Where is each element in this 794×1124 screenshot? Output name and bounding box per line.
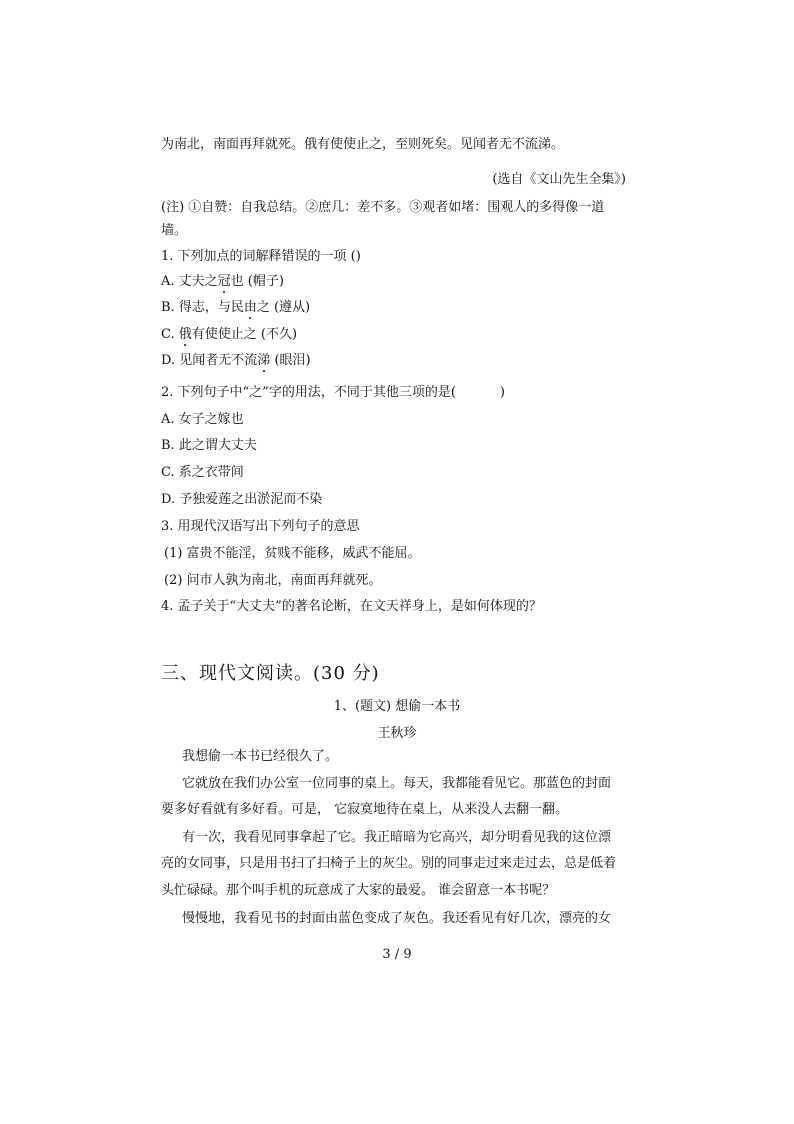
q2-option-d: D. 予独爱莲之出淤泥而不染	[161, 492, 323, 507]
option-prefix: A. 丈夫之	[161, 274, 218, 289]
paragraph-1: 我想偷一本书已经很久了。	[182, 749, 339, 764]
paragraph-3-line-1: 有一次，我看见同事拿起了它。我正暗暗为它高兴，却分明看见我的这位漂	[182, 830, 612, 845]
paragraph-4-line-1: 慢慢地，我看见书的封面由蓝色变成了灰色。我还看见有好几次，漂亮的女	[182, 911, 612, 926]
q1-stem: 1. 下列加点的词解释错误的一项 ()	[161, 249, 361, 264]
option-prefix: B. 得志，与民	[161, 300, 244, 315]
q3-stem: 3. 用现代汉语写出下列句子的意思	[161, 519, 360, 534]
paragraph-2-line-1: 它就放在我们办公室一位同事的桌上。每天，我都能看见它。那蓝色的封面	[182, 776, 612, 791]
dotted-word: 冠	[217, 274, 231, 289]
option-suffix: 有使使止之 (不久)	[191, 327, 298, 342]
option-suffix: 也 (帽子)	[230, 274, 284, 289]
dotted-word: 俄	[178, 327, 192, 342]
q3-sentence-2: (2) 问市人孰为南北，南面再拜就死。	[164, 573, 382, 588]
q2-option-b: B. 此之谓大丈夫	[161, 438, 257, 453]
q1-option-c	[161, 326, 297, 344]
paragraph-2-line-2: 要多好看就有多好看。可是， 它寂寞地待在桌上，从来没人去翻一翻。	[161, 802, 569, 817]
paragraph-3-line-2: 亮的女同事，只是用书扫了扫椅子上的灰尘。别的同事走过来走过去，总是低着	[161, 856, 617, 871]
q2-stem	[161, 384, 505, 402]
option-suffix: 之 (遵从)	[256, 300, 311, 315]
notes-line-2: 墙。	[161, 223, 188, 238]
q1-option-b	[161, 299, 310, 317]
article-title: 1、(题文) 想偷一本书	[333, 699, 461, 714]
article-author: 王秋珍	[377, 726, 417, 741]
option-prefix: C.	[161, 327, 179, 342]
section-title: 三、现代文阅读。(30 分)	[161, 663, 380, 684]
notes-line-1: (注) ①自赞：自我总结。②庶几：差不多。③观者如堵：围观人的多得像一道	[161, 200, 605, 215]
passage-source: (选自《文山先生全集》)	[492, 172, 626, 187]
q1-option-d	[161, 352, 311, 370]
page-number: 3 / 9	[382, 947, 412, 962]
passage-ending-line: 为南北，南面再拜就死。俄有使使止之，至则死矣。见闻者无不流涕。	[161, 137, 565, 152]
q2-option-c: C. 系之衣带间	[161, 465, 244, 480]
paragraph-3-line-3: 头忙碌碌。那个叫手机的玩意成了大家的最爱。 谁会留意一本书呢？	[161, 883, 556, 898]
q1-option-a	[161, 273, 284, 291]
option-suffix: (眼泪)	[270, 353, 311, 368]
q2-stem-text: 2. 下列句子中“之”字的用法，不同于其他三项的是(	[161, 385, 456, 400]
dotted-word: 涕	[257, 353, 271, 368]
q4-stem: 4. 孟子关于“大丈夫”的著名论断，在文天祥身上，是如何体现的？	[161, 599, 542, 614]
q2-option-a: A. 女子之嫁也	[161, 412, 244, 427]
option-prefix: D. 见闻者无不流	[161, 353, 258, 368]
q2-stem-close: )	[499, 385, 505, 400]
q3-sentence-1: (1) 富贵不能淫，贫贱不能移，威武不能屈。	[164, 546, 421, 561]
dotted-word: 由	[243, 300, 257, 315]
